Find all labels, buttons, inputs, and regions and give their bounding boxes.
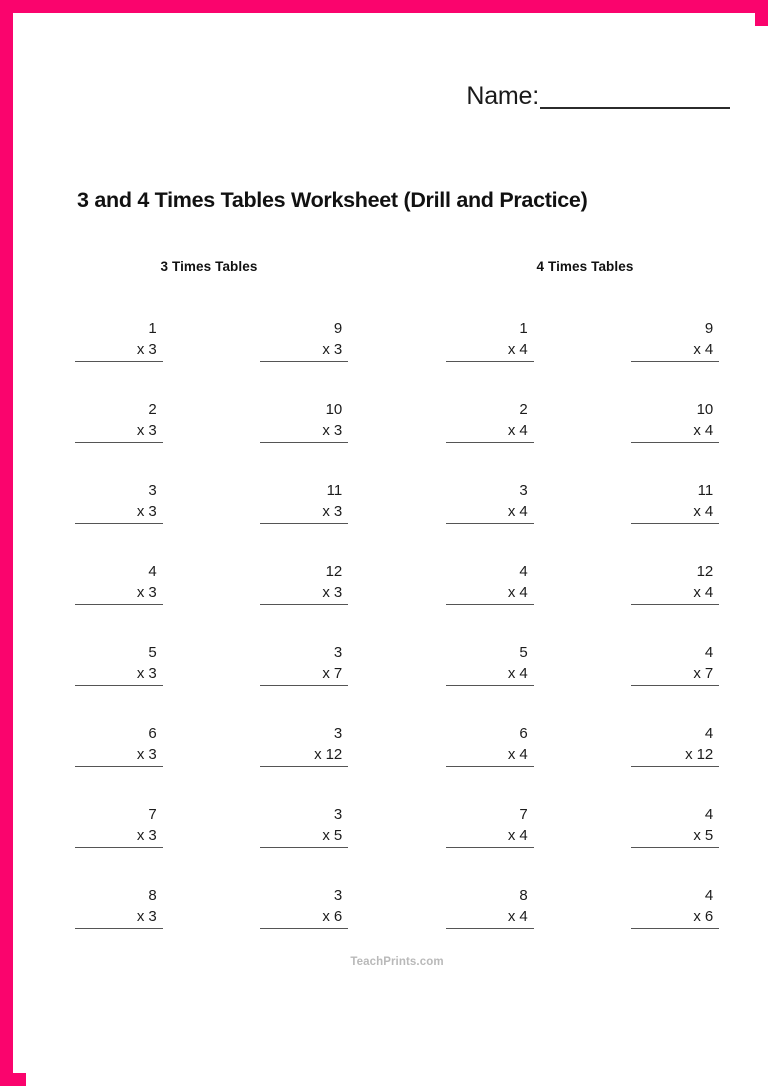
- multiplication-operator: x: [136, 746, 145, 763]
- multiplicand: 4: [704, 806, 714, 823]
- multiplication-operator: x: [693, 341, 701, 358]
- multiplier: 4: [519, 665, 528, 682]
- multiplication-problem[interactable]: [75, 885, 163, 929]
- multiplicand: 4: [519, 563, 528, 580]
- multiplicand: 5: [148, 644, 157, 661]
- multiplication-problem[interactable]: [75, 723, 163, 767]
- name-label: Name:: [466, 82, 539, 110]
- multiplicand: 5: [519, 644, 528, 661]
- problem-cell: [212, 879, 398, 960]
- multiplication-problem[interactable]: [446, 318, 534, 362]
- multiplication-problem[interactable]: [631, 723, 719, 767]
- multiplicand: 12: [325, 563, 343, 580]
- multiplication-problem[interactable]: [631, 885, 719, 929]
- page-title: 3 and 4 Times Tables Worksheet (Drill and Practice): [77, 188, 588, 212]
- problem-cell: [26, 717, 212, 798]
- multiplicand: 11: [326, 482, 343, 499]
- problem-cell: [397, 636, 583, 717]
- multiplication-operator: x: [136, 908, 145, 925]
- multiplier: 4: [704, 584, 714, 601]
- multiplication-operator: x: [507, 341, 516, 358]
- multiplier: 4: [519, 827, 528, 844]
- multiplier: 4: [519, 908, 528, 925]
- multiplier-row: [75, 339, 163, 362]
- problem-cell: [397, 474, 583, 555]
- multiplier: 3: [148, 746, 157, 763]
- multiplicand: 2: [519, 401, 528, 418]
- multiplier-row: [260, 663, 348, 686]
- problem-cell: [212, 798, 398, 879]
- multiplier: 4: [519, 422, 528, 439]
- multiplier: 3: [333, 422, 343, 439]
- multiplication-operator: x: [693, 908, 701, 925]
- multiplication-operator: x: [136, 665, 145, 682]
- multiplication-problem[interactable]: [75, 804, 163, 848]
- multiplier: 3: [148, 665, 157, 682]
- multiplier-row: [260, 582, 348, 605]
- problem-cell: [26, 393, 212, 474]
- multiplier-row: [75, 744, 163, 767]
- problem-cell: [26, 474, 212, 555]
- multiplication-problem[interactable]: [260, 804, 348, 848]
- problem-cell: [212, 474, 398, 555]
- problem-cell: [26, 879, 212, 960]
- problem-cell: [26, 798, 212, 879]
- multiplication-problem[interactable]: [260, 480, 348, 524]
- multiplicand: 7: [519, 806, 528, 823]
- section-header-row: [26, 259, 768, 274]
- multiplication-operator: x: [507, 908, 516, 925]
- multiplier-row: [631, 663, 719, 686]
- multiplier: 3: [148, 341, 157, 358]
- multiplier-row: [446, 420, 534, 443]
- multiplication-problem[interactable]: [631, 480, 719, 524]
- problem-cell: [397, 879, 583, 960]
- multiplication-problem[interactable]: [75, 318, 163, 362]
- multiplicand: 3: [148, 482, 157, 499]
- multiplier-row: [631, 744, 719, 767]
- multiplicand: 9: [333, 320, 343, 337]
- problem-cell: [26, 555, 212, 636]
- multiplication-problem[interactable]: [631, 642, 719, 686]
- multiplication-problem[interactable]: [631, 318, 719, 362]
- multiplier: 4: [519, 746, 528, 763]
- problem-cell: [583, 879, 768, 960]
- multiplication-operator: x: [322, 422, 330, 439]
- problem-cell: [212, 717, 398, 798]
- multiplicand: 8: [148, 887, 157, 904]
- multiplicand: 1: [148, 320, 157, 337]
- multiplier-row: [446, 906, 534, 929]
- multiplication-problem[interactable]: [260, 561, 348, 605]
- multiplication-operator: x: [322, 665, 330, 682]
- multiplier-row: [260, 906, 348, 929]
- problem-cell: [212, 312, 398, 393]
- multiplier: 4: [519, 584, 528, 601]
- problem-cell: [397, 393, 583, 474]
- name-input-blank[interactable]: [540, 85, 730, 109]
- multiplicand: 9: [704, 320, 714, 337]
- multiplication-problem[interactable]: [446, 885, 534, 929]
- multiplicand: 10: [325, 401, 343, 418]
- multiplicand: 4: [704, 887, 714, 904]
- multiplication-problem[interactable]: [260, 399, 348, 443]
- multiplication-problem[interactable]: [446, 480, 534, 524]
- multiplicand: 10: [696, 401, 714, 418]
- problem-cell: [397, 798, 583, 879]
- multiplicand: 2: [148, 401, 157, 418]
- problem-cell: [212, 636, 398, 717]
- worksheet-sheet: [26, 26, 768, 1086]
- multiplicand: 3: [333, 887, 343, 904]
- multiplier-row: [446, 582, 534, 605]
- problem-grid: [26, 312, 768, 960]
- footer-credit: TeachPrints.com: [350, 956, 444, 968]
- multiplier: 3: [148, 503, 157, 520]
- multiplier: 4: [704, 422, 714, 439]
- problem-cell: [397, 717, 583, 798]
- multiplication-operator: x: [136, 422, 145, 439]
- multiplication-problem[interactable]: [446, 723, 534, 767]
- problem-cell: [397, 312, 583, 393]
- multiplication-operator: x: [322, 584, 330, 601]
- multiplier-row: [260, 420, 348, 443]
- multiplicand: 4: [148, 563, 157, 580]
- multiplication-operator: x: [322, 503, 330, 520]
- multiplicand: 12: [696, 563, 714, 580]
- multiplicand: 7: [148, 806, 157, 823]
- multiplier: 3: [148, 908, 157, 925]
- multiplication-problem[interactable]: [446, 399, 534, 443]
- multiplier-row: [260, 501, 348, 524]
- problem-cell: [583, 393, 768, 474]
- multiplication-problem[interactable]: [446, 561, 534, 605]
- multiplication-problem[interactable]: [631, 804, 719, 848]
- multiplication-problem[interactable]: [631, 561, 719, 605]
- problem-cell: [583, 717, 768, 798]
- multiplication-operator: x: [507, 584, 516, 601]
- multiplicand: 6: [519, 725, 528, 742]
- multiplication-operator: x: [136, 584, 145, 601]
- multiplication-problem[interactable]: [75, 480, 163, 524]
- multiplier-row: [446, 825, 534, 848]
- problem-cell: [212, 393, 398, 474]
- multiplier: 3: [333, 503, 343, 520]
- multiplication-operator: x: [507, 746, 516, 763]
- multiplicand: 3: [333, 806, 343, 823]
- multiplier-row: [631, 582, 719, 605]
- multiplier: 3: [148, 827, 157, 844]
- multiplication-operator: x: [322, 341, 330, 358]
- multiplication-operator: x: [322, 908, 330, 925]
- multiplier: 3: [148, 422, 157, 439]
- multiplication-problem[interactable]: [75, 399, 163, 443]
- multiplication-operator: x: [693, 422, 701, 439]
- multiplication-operator: x: [322, 827, 330, 844]
- multiplication-operator: x: [507, 827, 516, 844]
- multiplication-operator: x: [693, 503, 701, 520]
- multiplier-row: [446, 744, 534, 767]
- multiplier: 12: [325, 746, 343, 763]
- multiplier-row: [446, 663, 534, 686]
- section-heading-4-times-tables: 4 Times Tables: [536, 259, 634, 274]
- multiplier: 5: [704, 827, 714, 844]
- multiplier: 3: [148, 584, 157, 601]
- multiplier-row: [446, 501, 534, 524]
- problem-cell: [583, 798, 768, 879]
- multiplier: 3: [333, 341, 343, 358]
- problem-cell: [583, 312, 768, 393]
- multiplicand: 4: [704, 725, 714, 742]
- multiplication-operator: x: [136, 503, 145, 520]
- multiplicand: 3: [519, 482, 528, 499]
- multiplier: 4: [704, 341, 714, 358]
- problem-cell: [212, 555, 398, 636]
- multiplicand: 11: [697, 482, 714, 499]
- multiplier-row: [75, 420, 163, 443]
- multiplicand: 4: [704, 644, 714, 661]
- multiplier-row: [75, 906, 163, 929]
- multiplication-problem[interactable]: [446, 804, 534, 848]
- multiplication-operator: x: [685, 746, 693, 763]
- multiplier-row: [75, 582, 163, 605]
- problem-cell: [26, 312, 212, 393]
- multiplier-row: [631, 825, 719, 848]
- multiplier-row: [631, 339, 719, 362]
- multiplier: 3: [333, 584, 343, 601]
- multiplier-row: [631, 420, 719, 443]
- multiplication-operator: x: [507, 503, 516, 520]
- multiplication-operator: x: [136, 341, 145, 358]
- multiplier: 4: [704, 503, 714, 520]
- problem-cell: [583, 474, 768, 555]
- multiplication-problem[interactable]: [446, 642, 534, 686]
- problem-cell: [583, 555, 768, 636]
- multiplication-operator: x: [314, 746, 322, 763]
- multiplier: 7: [333, 665, 343, 682]
- multiplier: 6: [333, 908, 343, 925]
- multiplier-row: [631, 906, 719, 929]
- multiplier-row: [75, 825, 163, 848]
- multiplier: 4: [519, 503, 528, 520]
- multiplier-row: [260, 825, 348, 848]
- multiplier: 12: [696, 746, 714, 763]
- multiplication-problem[interactable]: [260, 885, 348, 929]
- section-heading-3-times-tables: 3 Times Tables: [160, 259, 258, 274]
- multiplication-operator: x: [693, 827, 701, 844]
- multiplication-operator: x: [507, 422, 516, 439]
- multiplication-problem[interactable]: [260, 642, 348, 686]
- multiplier-row: [631, 501, 719, 524]
- multiplication-operator: x: [693, 584, 701, 601]
- multiplication-operator: x: [693, 665, 701, 682]
- multiplier: 4: [519, 341, 528, 358]
- multiplication-problem[interactable]: [75, 561, 163, 605]
- multiplier-row: [260, 339, 348, 362]
- multiplier: 6: [704, 908, 714, 925]
- problem-cell: [397, 555, 583, 636]
- multiplication-operator: x: [507, 665, 516, 682]
- multiplicand: 8: [519, 887, 528, 904]
- multiplier: 5: [333, 827, 343, 844]
- multiplication-problem[interactable]: [75, 642, 163, 686]
- multiplier-row: [260, 744, 348, 767]
- multiplier-row: [446, 339, 534, 362]
- multiplicand: 6: [148, 725, 157, 742]
- multiplication-problem[interactable]: [631, 399, 719, 443]
- multiplier-row: [75, 501, 163, 524]
- multiplier-row: [75, 663, 163, 686]
- name-field-row: [26, 84, 768, 109]
- multiplicand: 3: [333, 644, 343, 661]
- multiplication-operator: x: [136, 827, 145, 844]
- problem-cell: [583, 636, 768, 717]
- multiplication-problem[interactable]: [260, 318, 348, 362]
- multiplicand: 1: [519, 320, 528, 337]
- multiplicand: 3: [333, 725, 343, 742]
- problem-cell: [26, 636, 212, 717]
- multiplication-problem[interactable]: [260, 723, 348, 767]
- multiplier: 7: [704, 665, 714, 682]
